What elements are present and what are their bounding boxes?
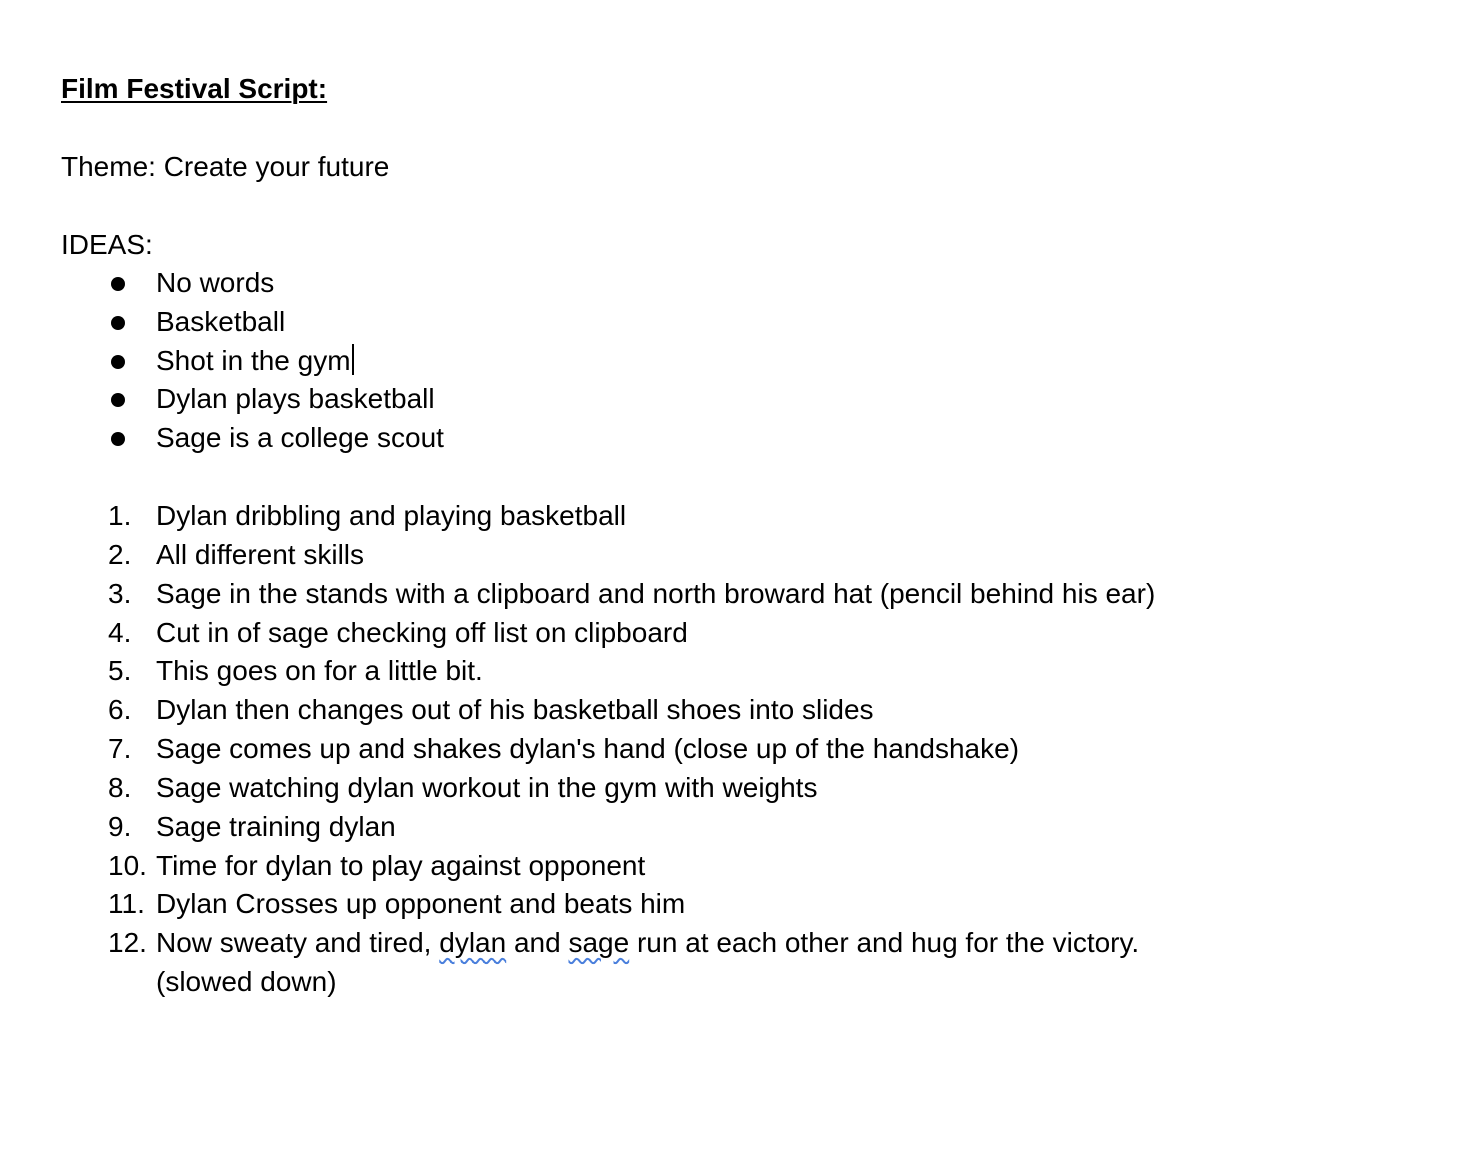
step-text-part: Now sweaty and tired, — [156, 927, 440, 959]
list-number: 5. — [108, 655, 132, 687]
bullet-text: Sage is a college scout — [156, 422, 444, 454]
step-text: Sage watching dylan workout in the gym with weights — [156, 771, 818, 803]
text-cursor — [352, 344, 354, 375]
document-title: Film Festival Script: — [61, 73, 328, 104]
list-number: 10. — [108, 849, 147, 881]
theme-line: Theme: Create your future — [61, 151, 390, 182]
list-number: 2. — [108, 538, 132, 570]
step-text: This goes on for a little bit. — [156, 655, 483, 687]
step-text: Dylan dribbling and playing basketball — [156, 500, 627, 531]
bullet-text-content: Shot in the gym — [156, 344, 351, 376]
step-text: Sage in the stands with a clipboard and north broward hat (pencil behind his ear) — [156, 577, 1156, 609]
step-text: All different skills — [156, 538, 365, 570]
spellcheck-flagged-word[interactable]: dylan — [439, 927, 507, 959]
step-text: Sage comes up and shakes dylan's hand (close up of the handshake) — [156, 733, 1020, 765]
list-number: 8. — [108, 771, 132, 803]
bullet-icon — [111, 432, 125, 446]
bullet-text: No words — [156, 267, 275, 298]
list-number: 6. — [108, 694, 132, 726]
step-text-part: and — [506, 927, 569, 959]
step-text: Time for dylan to play against opponent — [156, 849, 646, 881]
step-text: Cut in of sage checking off list on clipboard — [156, 616, 688, 648]
list-number: 4. — [108, 616, 132, 648]
bullet-text — [156, 344, 354, 378]
step-text-part: run at each other and hug for the victory. — [629, 927, 1140, 959]
bullet-icon — [111, 316, 125, 330]
bullet-text: Dylan plays basketball — [156, 383, 435, 415]
spellcheck-flagged-word[interactable]: sage — [568, 927, 630, 959]
list-number: 3. — [108, 577, 132, 609]
bullet-text: Basketball — [156, 305, 286, 337]
bullet-icon — [111, 277, 125, 291]
list-number: 9. — [108, 810, 132, 842]
list-number: 7. — [108, 733, 132, 765]
bullet-icon — [111, 393, 125, 407]
ideas-heading: IDEAS: — [61, 229, 153, 260]
step-text — [156, 926, 1139, 960]
step-text: Dylan then changes out of his basketball shoes into slides — [156, 694, 874, 726]
step-text: Dylan Crosses up opponent and beats him — [156, 888, 686, 920]
list-number: 12. — [108, 927, 147, 959]
step-text: Sage training dylan — [156, 810, 396, 842]
list-number: 11. — [108, 888, 145, 920]
step-text-continuation: (slowed down) — [156, 966, 337, 998]
bullet-icon — [111, 355, 125, 369]
list-number: 1. — [108, 500, 132, 531]
